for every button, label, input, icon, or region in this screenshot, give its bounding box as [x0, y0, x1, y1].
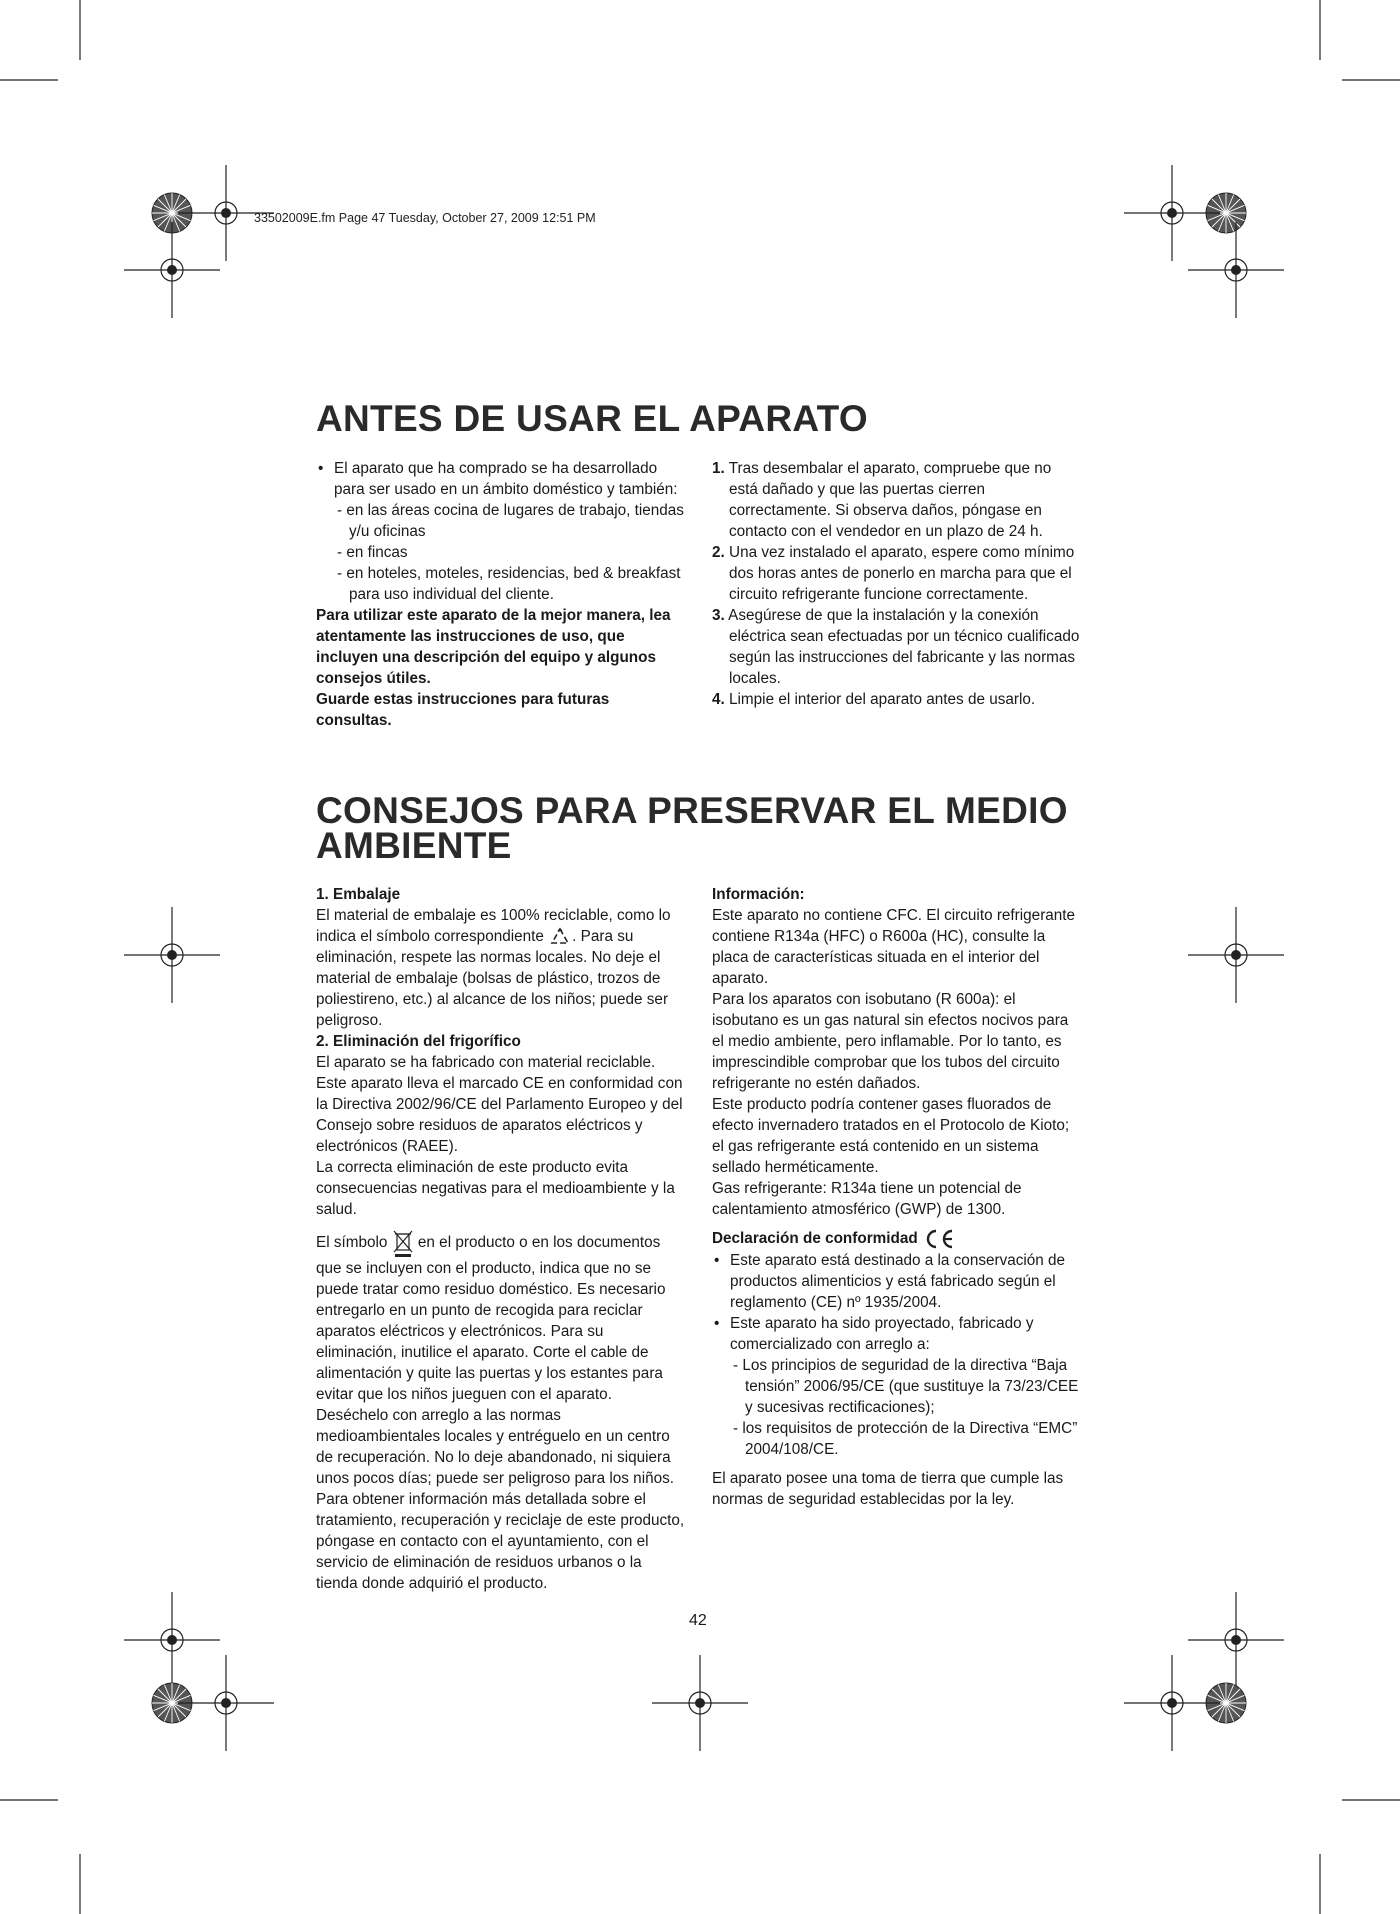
- section-title-consejos: CONSEJOS PARA PRESERVAR EL MEDIO AMBIENTE: [316, 790, 1068, 866]
- toma-tierra-text: El aparato posee una toma de tierra que cumple las normas de seguridad establecidas por la ley.: [712, 1470, 1064, 1508]
- frigorifico-text: El aparato se ha fabricado con material reciclable.: [316, 1054, 656, 1071]
- declaracion-bullet: • Este aparato está destinado a la conservación de productos alimenticios y está fabricado según el reglamento (CE) nº 1935/2004.: [712, 1250, 1080, 1313]
- usage-sub-item: - en fincas: [337, 544, 408, 561]
- consejos-left-column: [316, 884, 686, 1594]
- read-instructions-note: Para utilizar este aparato de la mejor manera, lea atentamente las instrucciones de uso, que incluyen una descripción del equipo y algunos consejos útiles.: [316, 607, 671, 687]
- weee-text: El símbolo en el producto o en los documentos que se incluyen con el producto, indica que no se puede tratar como residuo doméstico. Es necesario entregarlo en un punto de recogida para reciclar aparatos eléctricos y electrónicos. Para su eliminación, inutilice el aparato. Corte el cable de alimentación y quite las puertas y los estantes para evitar que los niños jueguen con el aparato.: [316, 1228, 686, 1405]
- keep-instructions-note: Guarde estas instrucciones para futuras consultas.: [316, 691, 610, 729]
- usage-sub-item: - en hoteles, moteles, residencias, bed & breakfast para uso individual del cliente.: [337, 565, 681, 603]
- embalaje-heading: 1. Embalaje: [316, 886, 401, 903]
- informacion-text: Para los aparatos con isobutano (R 600a): el isobutano es un gas natural sin efectos nocivos para el medio ambiente, pero inflamable. Por lo tanto, es imprescindible comprobar que los tubos del circuito refrigerante no estén dañados.: [712, 991, 1069, 1092]
- step-item: 3. Asegúrese de que la instalación y la conexión eléctrica sean efectuadas por un técnico cualificado según las instrucciones del fabricante y las normas locales.: [712, 607, 1080, 687]
- declaracion-heading: Declaración de conformidad: [712, 1228, 1080, 1250]
- declaracion-sub-item: - los requisitos de protección de la Directiva “EMC” 2004/108/CE.: [733, 1420, 1078, 1458]
- usage-sub-item: - en las áreas cocina de lugares de trabajo, tiendas y/u oficinas: [337, 502, 684, 540]
- recycle-icon: [548, 927, 572, 947]
- step-item: 1. Tras desembalar el aparato, compruebe que no está dañado y que las puertas cierren correctamente. Si observa daños, póngase en contacto con el vendedor en un plazo de 24 h.: [712, 460, 1052, 540]
- informacion-text: Este producto podría contener gases fluorados de efecto invernadero tratados en el Protocolo de Kioto; el gas refrigerante está contenido en un sistema sellado herméticamente.: [712, 1096, 1070, 1176]
- weee-text: Para obtener información más detallada sobre el tratamiento, recuperación y reciclaje de este producto, póngase en contacto con el ayuntamiento, con el servicio de eliminación de residuos urbanos o la tienda donde adquirió el producto.: [316, 1491, 685, 1592]
- declaracion-bullet: • Este aparato ha sido proyectado, fabricado y comercializado con arreglo a:: [712, 1313, 1080, 1355]
- frigorifico-text: La correcta eliminación de este producto evita consecuencias negativas para el medioambiente y la salud.: [316, 1159, 675, 1218]
- step-item: 2. Una vez instalado el aparato, espere como mínimo dos horas antes de ponerlo en marcha para que el circuito refrigerante funcione correctamente.: [712, 544, 1075, 603]
- frigorifico-heading: 2. Eliminación del frigorífico: [316, 1033, 521, 1050]
- consejos-right-column: [712, 884, 1080, 1510]
- antes-right-column: [712, 458, 1080, 710]
- informacion-text: Gas refrigerante: R134a tiene un potencial de calentamiento atmosférico (GWP) de 1300.: [712, 1180, 1022, 1218]
- declaracion-sub-item: - Los principios de seguridad de la directiva “Baja tensión” 2006/95/CE (que sustituye la 73/23/CEE y sucesivas rectificaciones);: [733, 1357, 1079, 1416]
- informacion-heading: Información:: [712, 886, 805, 903]
- usage-bullet: • El aparato que ha comprado se ha desarrollado para ser usado en un ámbito doméstico y también:: [316, 458, 686, 500]
- section-title-antes: ANTES DE USAR EL APARATO: [316, 398, 868, 439]
- antes-left-column: [316, 458, 686, 731]
- weee-bin-icon: [392, 1228, 414, 1258]
- informacion-text: Este aparato no contiene CFC. El circuito refrigerante contiene R134a (HFC) o R600a (HC), consulte la placa de características situada en el interior del aparato.: [712, 907, 1076, 987]
- step-item: 4. Limpie el interior del aparato antes de usarlo.: [712, 691, 1036, 708]
- page-number: 42: [689, 1612, 707, 1629]
- file-header: 33502009E.fm Page 47 Tuesday, October 27, 2009 12:51 PM: [254, 211, 596, 225]
- ce-mark-icon: [922, 1228, 956, 1250]
- frigorifico-text: Este aparato lleva el marcado CE en conformidad con la Directiva 2002/96/CE del Parlamento Europeo y del Consejo sobre residuos de aparatos eléctricos y electrónicos (RAEE).: [316, 1075, 683, 1155]
- embalaje-text: El material de embalaje es 100% reciclable, como lo indica el símbolo correspondiente . Para su eliminación, respete las normas locales. No deje el material de embalaje (bolsas de plástico, trozos de poliestireno, etc.) al alcance de los niños; puede ser peligroso.: [316, 907, 671, 1029]
- weee-text: Deséchelo con arreglo a las normas medioambientales locales y entréguelo en un centro de recuperación. No lo deje abandonado, ni siquiera unos pocos días; puede ser peligroso para los niños.: [316, 1407, 675, 1487]
